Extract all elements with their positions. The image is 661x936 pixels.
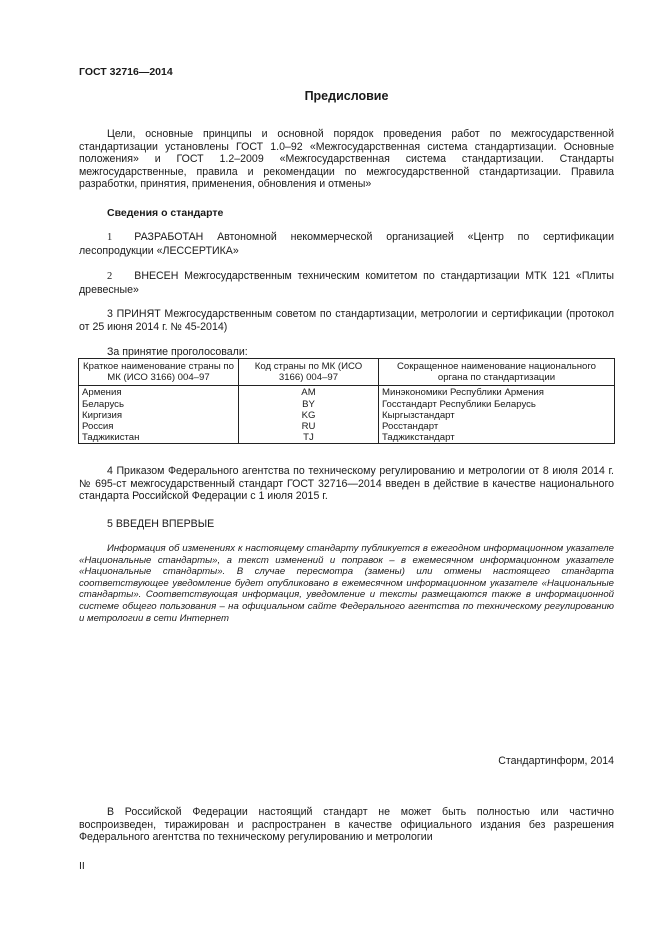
cell-body: Таджикстандарт	[379, 432, 615, 444]
item-1-number: 1	[107, 232, 113, 243]
cell-country: Таджикистан	[79, 432, 239, 444]
cell-country: Киргизия	[79, 410, 239, 421]
intro-paragraph: Цели, основные принципы и основной порядок проведения работ по межгосударственной стандартизации установлены ГОСТ 1.0–92 «Межгосударственная система стандартизации. Основные положения» и ГОСТ 1.2–2009 «Межгосударственная система стандартизации. Стандарты межгосударственные, правила и рекомендации по межгосударственной стандартизации. Правила разработки, принятия, применения, обновления и отмены»	[79, 128, 614, 191]
table-row	[79, 386, 615, 399]
cell-body: Кыргызстандарт	[379, 410, 615, 421]
column-header-country: Краткое наименование страны по МК (ИСО 3166) 004–97	[79, 359, 239, 386]
cell-country: Армения	[79, 386, 239, 399]
column-header-body: Сокращенное наименование национального органа по стандартизации	[379, 359, 615, 386]
cell-code: RU	[239, 421, 379, 432]
page-number: II	[79, 860, 85, 872]
item-1-paragraph	[79, 231, 614, 257]
item-1-text: РАЗРАБОТАН Автономной некоммерческой организацией «Центр по сертификации лесопродукции «ЛЕССЕРТИКА»	[79, 231, 614, 257]
cell-code: KG	[239, 410, 379, 421]
item-2-paragraph	[79, 270, 614, 296]
publisher-line: Стандартинформ, 2014	[498, 755, 614, 767]
cell-code: TJ	[239, 432, 379, 444]
cell-country: Беларусь	[79, 399, 239, 410]
item-5-paragraph: 5 ВВЕДЕН ВПЕРВЫЕ	[107, 518, 215, 530]
item-3-paragraph: 3 ПРИНЯТ Межгосударственным советом по стандартизации, метрологии и сертификации (протокол от 25 июня 2014 г. № 45-2014)	[79, 308, 614, 333]
cell-code: AM	[239, 386, 379, 399]
section-title: Сведения о стандарте	[107, 207, 224, 219]
cell-body: Росстандарт	[379, 421, 615, 432]
copyright-notice: В Российской Федерации настоящий стандарт не может быть полностью или частично воспроизведен, тиражирован и распространен в качестве официального издания без разрешения Федерального агентства по техническому регулированию и метрологии	[79, 806, 614, 844]
item-4-paragraph: 4 Приказом Федерального агентства по техническому регулированию и метрологии от 8 июля 2014 г. № 695-ст межгосударственный стандарт ГОСТ 32716—2014 введен в действие в качестве национального стандарта Российской Федерации с 1 июля 2015 г.	[79, 465, 614, 503]
table-row	[79, 432, 615, 444]
table-row	[79, 410, 615, 421]
votes-table	[78, 358, 615, 444]
votes-caption: За принятие проголосовали:	[107, 346, 248, 358]
cell-code: BY	[239, 399, 379, 410]
table-row	[79, 399, 615, 410]
item-2-number: 2	[107, 271, 113, 282]
cell-body: Минэкономики Республики Армения	[379, 386, 615, 399]
cell-body: Госстандарт Республики Беларусь	[379, 399, 615, 410]
item-2-text: ВНЕСЕН Межгосударственным техническим комитетом по стандартизации МТК 121 «Плиты древесные»	[79, 270, 614, 296]
cell-country: Россия	[79, 421, 239, 432]
info-note: Информация об изменениях к настоящему стандарту публикуется в ежегодном информационном указателе «Национальные стандарты», а текст изменений и поправок – в ежемесячном информационном указателе «Национальные стандарты». В случае пересмотра (замены) или отмены настоящего стандарта соответствующее уведомление будет опубликовано в ежемесячном информационном указателе «Национальные стандарты». Соответствующая информация, уведомление и тексты размещаются также в информационной системе общего пользования – на официальном сайте Федерального агентства по техническому регулированию и метрологии в сети Интернет	[79, 543, 614, 624]
document-header: ГОСТ 32716—2014	[79, 66, 173, 78]
column-header-code: Код страны по МК (ИСО 3166) 004–97	[239, 359, 379, 386]
page-title: Предисловие	[304, 89, 389, 103]
votes-table-header-row	[79, 359, 615, 386]
table-row	[79, 421, 615, 432]
